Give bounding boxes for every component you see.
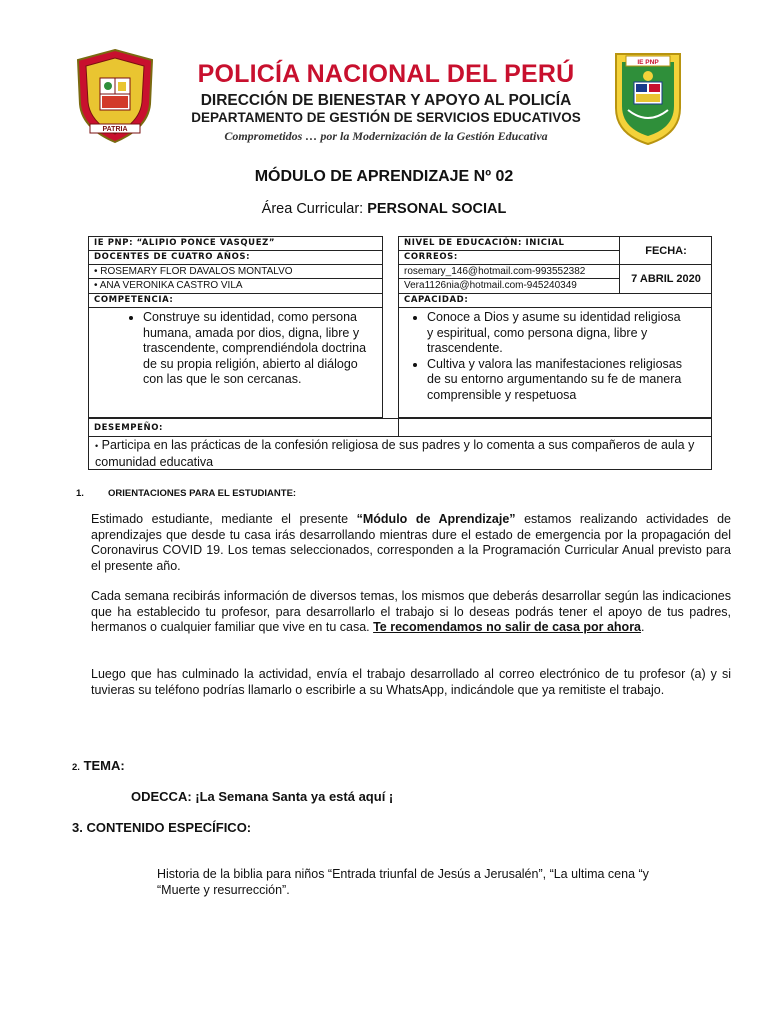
paragraph-2	[91, 589, 731, 636]
section-2-heading	[72, 758, 125, 773]
desempeno-spacer	[398, 418, 712, 437]
p1-text-rest: estamos realizando actividades de aprendizajes que desde tu casa irás desarrollando mientras dure el estado de emergencia por la propagación del Coronavirus COVID 19. Los temas seleccionados, corresponden a la Programación Curricular Anual previsto para el presente año.	[91, 512, 731, 573]
p1-text: Estimado estudiante, mediante el presente	[91, 512, 357, 526]
section-1-number: 1.	[76, 488, 84, 499]
paragraph-1	[91, 512, 731, 574]
date-header	[619, 236, 712, 265]
date-cell	[619, 264, 712, 293]
info-table-left	[88, 236, 383, 418]
logo-left-text: PATRIA	[102, 126, 128, 133]
competencia-header: COMPETENCIA:	[88, 293, 383, 308]
section-1-title: ORIENTACIONES PARA EL ESTUDIANTE:	[108, 488, 297, 499]
capacidad-item: • Conoce a Dios y asume su identidad religiosa y espiritual, como persona digna, libre y trascendente.	[427, 310, 684, 357]
competencia-cell	[88, 307, 383, 418]
school-name: IE PNP: “ALIPIO PONCE VASQUEZ”	[88, 236, 383, 251]
section-2-title: TEMA:	[83, 758, 125, 773]
header-subtitle-1: DIRECCIÓN DE BIENESTAR Y APOYO AL POLICÍA	[200, 92, 572, 109]
desempeno-cell	[88, 436, 712, 470]
area-label: Área Curricular:	[261, 201, 368, 217]
pnp-crest-icon	[70, 46, 160, 146]
teachers-header: DOCENTES DE CUATRO AÑOS:	[88, 250, 383, 265]
area-value: PERSONAL SOCIAL	[367, 201, 507, 217]
teacher-row: • ANA VERONIKA CASTRO VILA	[88, 278, 383, 293]
page-title: POLICÍA NACIONAL DEL PERÚ	[197, 60, 575, 88]
header-slogan: Comprometidos … por la Modernización de la Gestión Educativa	[224, 129, 548, 143]
info-table-right	[398, 236, 712, 418]
emails-header: CORREOS:	[398, 250, 620, 265]
email-item: rosemary_146@hotmail.com-993552382	[398, 264, 620, 279]
teacher-row: • ROSEMARY FLOR DAVALOS MONTALVO	[88, 264, 383, 279]
paragraph-3: Luego que has culminado la actividad, envía el trabajo desarrollado al correo electrónico de tu profesor (a) y si tuvieras su teléfono podrías llamarlo o escribirle a su WhatsApp, indicándole que ya remitiste el trabajo.	[91, 667, 731, 697]
topic: ODECCA: ¡La Semana Santa ya está aquí ¡	[131, 789, 394, 804]
p1-bold: “Módulo de Aprendizaje”	[356, 512, 516, 526]
section-2-number: 2.	[72, 762, 80, 773]
module-title: MÓDULO DE APRENDIZAJE Nº 02	[254, 168, 514, 185]
capacidad-cell	[398, 307, 712, 418]
p2-end: .	[641, 620, 645, 634]
school-shield-icon	[610, 48, 686, 148]
desempeno-text: Participa en las prácticas de la confesión religiosa de sus padres y lo comenta a sus compañeros de aula y comunidad educativa	[95, 438, 695, 469]
teacher-name: ANA VERONIKA CASTRO VILA	[99, 280, 243, 291]
date-value: 7 ABRIL 2020	[631, 273, 701, 285]
section-3-content: Historia de la biblia para niños “Entrada triunfal de Jesús a Jerusalén”, “La ultima cena “y “Muerte y resurrección”.	[157, 867, 649, 897]
education-level: NIVEL DE EDUCACIÓN: INICIAL	[398, 236, 620, 251]
capacidad-item: • Cultiva y valora las manifestaciones religiosas de su entorno argumentando su fe de manera comprensible y respetuosa	[427, 357, 684, 404]
desempeno-header: DESEMPEÑO:	[88, 418, 399, 437]
p2-text: Cada semana recibirás información de diversos temas, los mismos que deberás desarrollar según las indicaciones que ha establecido tu profesor, para desarrollarlo el trabajo si lo deseas podrás tener el apoyo de tus padres, hermanos o cualquier familiar que vive en tu casa.	[91, 589, 731, 634]
logo-right-text: IE PNP	[637, 59, 659, 66]
capacidad-header: CAPACIDAD:	[398, 293, 712, 308]
competencia-text: • Construye su identidad, como persona humana, amada por dios, digna, libre y trascendente, comprendiéndola doctrina de su propia religión, abierto al diálogo con las que le son cercanas.	[143, 310, 379, 388]
curricular-area	[0, 201, 768, 217]
teacher-name: ROSEMARY FLOR DAVALOS MONTALVO	[100, 266, 293, 277]
date-label: FECHA:	[645, 245, 687, 257]
section-3-title: 3. CONTENIDO ESPECÍFICO:	[72, 820, 252, 835]
header-subtitle-2: DEPARTAMENTO DE GESTIÓN DE SERVICIOS EDUCATIVOS	[191, 110, 581, 125]
p2-recommendation: Te recomendamos no salir de casa por ahora	[373, 620, 642, 634]
email-item: Vera1126nia@hotmail.com-945240349	[398, 278, 620, 293]
desempeno-table	[88, 418, 712, 470]
bullet: •	[95, 441, 99, 451]
